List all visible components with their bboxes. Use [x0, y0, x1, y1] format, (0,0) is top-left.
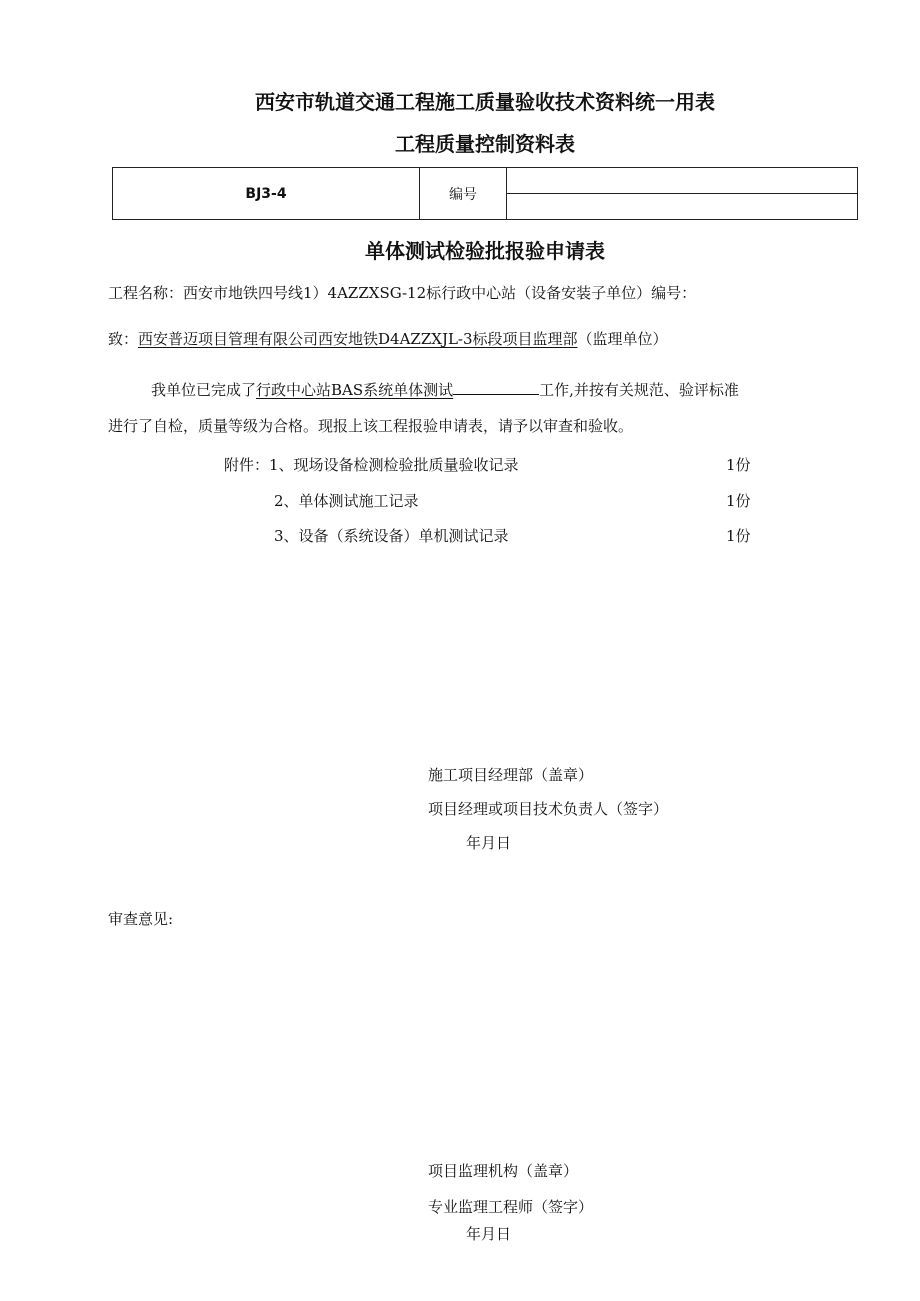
- body-mid: 工作,并按有关规范、验评标准: [539, 381, 739, 399]
- body-prefix: 我单位已完成了: [151, 381, 257, 399]
- document-subtitle: 工程质量控制资料表: [395, 132, 575, 156]
- contractor-date: 年月日: [466, 834, 512, 852]
- contractor-dept-seal: 施工项目经理部（盖章）: [428, 766, 594, 784]
- number-value-field-2[interactable]: [507, 194, 858, 220]
- body-line-1: [151, 379, 739, 400]
- attachment-item: 2、单体测试施工记录: [274, 492, 419, 510]
- attachment-item: 1、现场设备检测检验批质量验收记录: [269, 456, 519, 474]
- attachment-count: 1份: [726, 492, 751, 510]
- form-code: BJ3-4: [113, 168, 420, 220]
- attachment-count: 1份: [726, 527, 751, 545]
- document-title: 西安市轨道交通工程施工质量验收技术资料统一用表: [255, 90, 715, 114]
- supervisor-org-seal: 项目监理机构（盖章）: [428, 1162, 579, 1180]
- number-value-field[interactable]: [507, 168, 858, 194]
- attachments-label-row: [224, 454, 519, 475]
- code-table: [112, 167, 858, 220]
- form-title: 单体测试检验批报验申请表: [365, 239, 605, 263]
- contractor-manager-signature: 项目经理或项目技术负责人（签字）: [428, 800, 669, 818]
- body-work-name: 行政中心站BAS系统单体测试: [256, 381, 454, 399]
- number-label: 编号: [420, 168, 507, 220]
- attachment-count: 1份: [726, 456, 751, 474]
- project-name-line: 工程名称：西安市地铁四号线1）4AZZXSG-12标行政中心站（设备安装子单位）编号：: [108, 284, 697, 302]
- body-work-blank: [453, 380, 539, 395]
- addressee-prefix: 致：: [108, 330, 139, 348]
- review-opinion-label: 审查意见:: [108, 910, 174, 928]
- addressee-line: [108, 328, 668, 349]
- addressee-org: 西安普迈项目管理有限公司西安地铁D4AZZXJL-3标段项目监理部: [138, 330, 578, 348]
- attachment-item: 3、设备（系统设备）单机测试记录: [274, 527, 509, 545]
- attachments-label: 附件：: [224, 456, 270, 474]
- supervisor-engineer-signature: 专业监理工程师（签字）: [428, 1198, 594, 1216]
- supervisor-date: 年月日: [466, 1225, 512, 1243]
- addressee-suffix: （监理单位）: [577, 330, 668, 348]
- body-line-2: 进行了自检，质量等级为合格。现报上该工程报验申请表，请予以审查和验收。: [108, 417, 634, 435]
